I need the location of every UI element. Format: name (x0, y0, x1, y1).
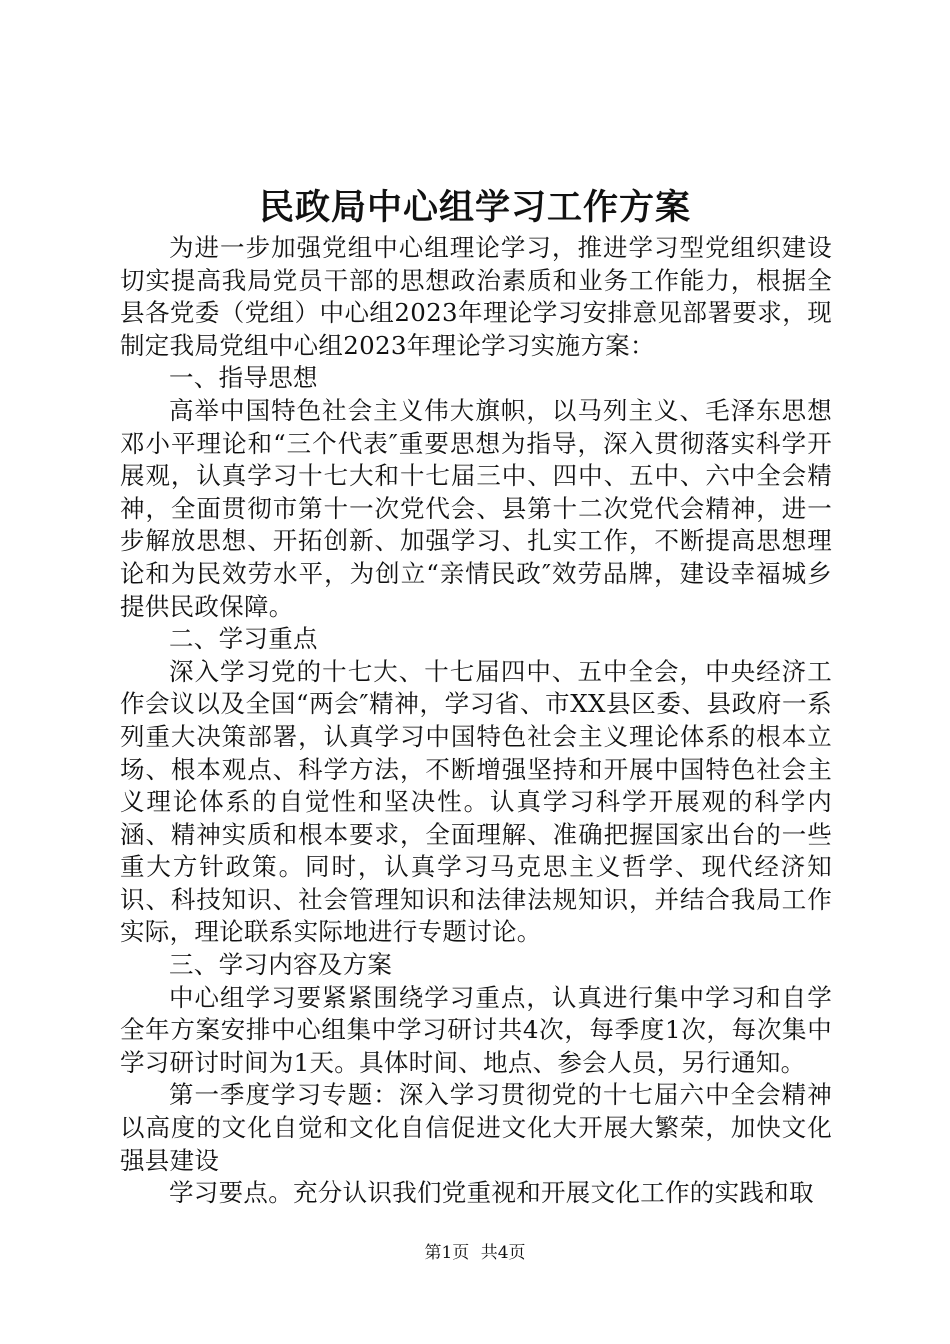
first-quarter-topic-paragraph: 第一季度学习专题：深入学习贯彻党的十七届六中全会精神以高度的文化自觉和文化自信促进文化大开展大繁荣，加快文化强县建设 (120, 1080, 832, 1175)
document-title: 民政局中心组学习工作方案 (258, 187, 691, 228)
study-points-paragraph: 学习要点。充分认识我们党重视和开展文化工作的实践和取 (169, 1178, 814, 1208)
page-footer (0, 1242, 950, 1264)
document-body (120, 232, 832, 1210)
section-heading-study-content: 三、学习内容及方案 (169, 950, 393, 980)
guiding-thought-paragraph: 高举中国特色社会主义伟大旗帜，以马列主义、毛泽东思想邓小平理论和“三个代表″重要思想为指导，深入贯彻落实科学开展观，认真学习十七大和十七届三中、四中、五中、六中全会精神，全面贯彻市第十一次党代会、县第十二次党代会精神，进一步解放思想、开拓创新、加强学习、扎实工作，不断提高思想理论和为民效劳水平，为创立“亲情民政″效劳品牌，建设幸福城乡提供民政保障。 (120, 395, 832, 621)
page-total: 共4页 (480, 1243, 526, 1263)
section-heading-guiding-thought: 一、指导思想 (169, 363, 318, 393)
study-content-paragraph: 中心组学习要紧紧围绕学习重点，认真进行集中学习和自学全年方案安排中心组集中学习研讨共4次，每季度1次，每次集中学习研讨时间为1天。具体时间、地点、参会人员，另行通知。 (120, 982, 832, 1077)
study-focus-paragraph: 深入学习党的十七大、十七届四中、五中全会，中央经济工作会议以及全国“两会″精神，学习省、市XX县区委、县政府一系列重大决策部署，认真学习中国特色社会主义理论体系的根本立场、根本观点、科学方法，不断增强坚持和开展中国特色社会主义理论体系的自觉性和坚决性。认真学习科学开展观的科学内涵、精神实质和根本要求，全面理解、准确把握国家出台的一些重大方针政策。同时，认真学习马克思主义哲学、现代经济知识、科技知识、社会管理知识和法律法规知识，并结合我局工作实际，理论联系实际地进行专题讨论。 (120, 656, 832, 947)
intro-paragraph: 为进一步加强党组中心组理论学习，推进学习型党组织建设切实提高我局党员干部的思想政治素质和业务工作能力，根据全县各党委（党组）中心组2023年理论学习安排意见部署要求，现制定我局党组中心组2023年理论学习实施方案： (120, 233, 832, 360)
page-number: 第1页 (424, 1243, 470, 1263)
section-heading-study-focus: 二、学习重点 (169, 624, 318, 654)
